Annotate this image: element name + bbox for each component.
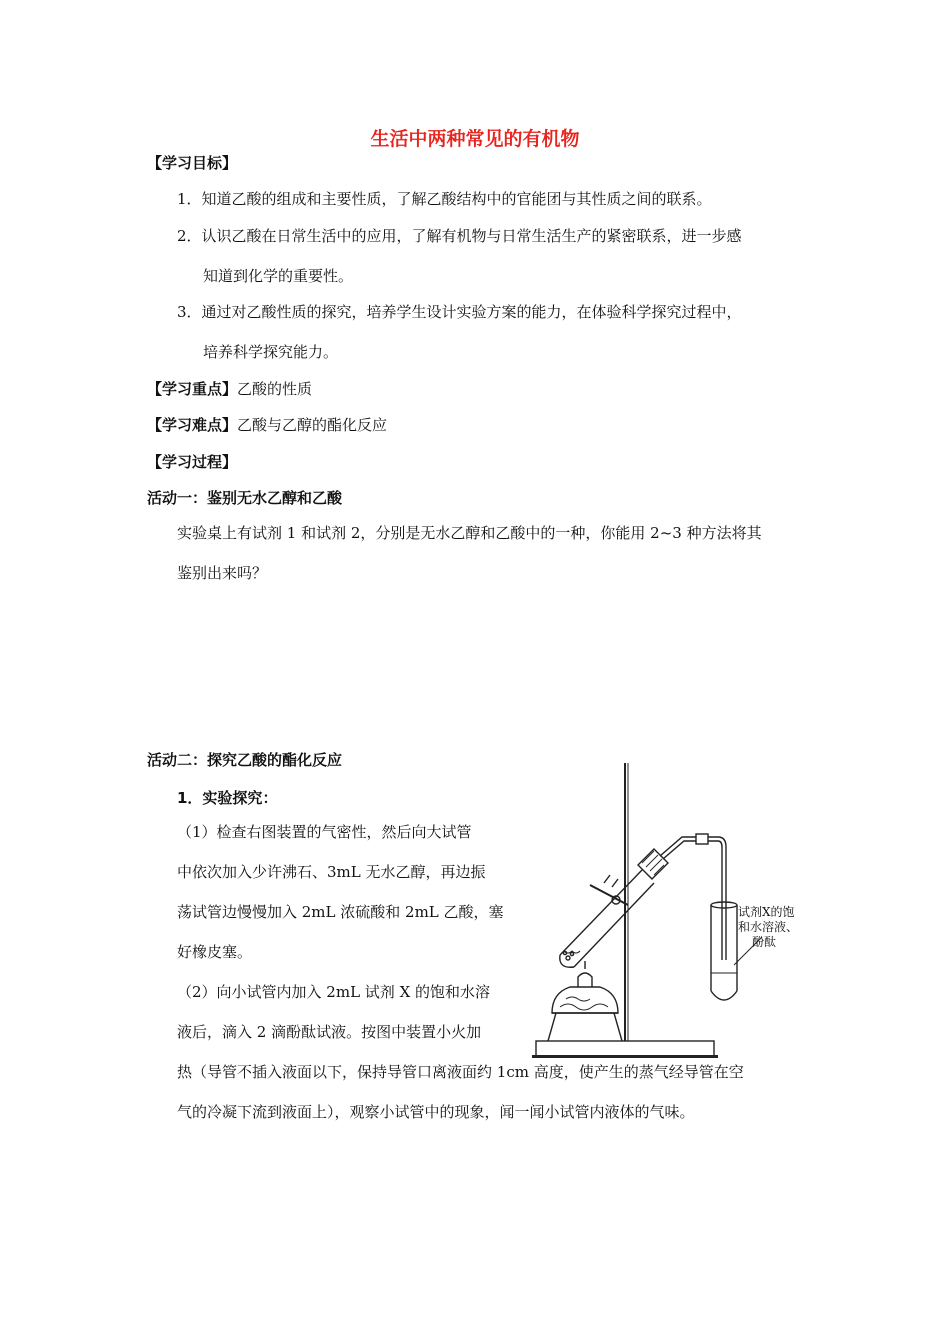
step2-line4: 气的冷凝下流到液面上），观察小试管中的现象，闻一闻小试管内液体的气味。 (177, 1103, 695, 1121)
reagent-label-line2: 和水溶液、 (738, 920, 799, 934)
key-point-text: 乙酸的性质 (237, 380, 313, 398)
step1-line4: 好橡皮塞。 (177, 943, 253, 961)
objective-3-line1: 3．通过对乙酸性质的探究，培养学生设计实验方案的能力，在体验科学探究过程中， (177, 303, 742, 321)
activity2-heading: 活动二：探究乙酸的酯化反应 (147, 751, 343, 769)
page-title: 生活中两种常见的有机物 (370, 128, 580, 150)
step2-line1: （2）向小试管内加入 2mL 试剂 X 的饱和水溶 (177, 983, 491, 1001)
step1-line3: 荡试管边慢慢加入 2mL 浓硫酸和 2mL 乙酸，塞 (177, 903, 504, 921)
water-bath (548, 987, 622, 1041)
key-point-row (147, 379, 312, 399)
large-test-tube (560, 870, 654, 967)
objective-3-line2: 培养科学探究能力。 (203, 343, 339, 361)
step2-line3: 热（导管不插入液面以下，保持导管口离液面约 1cm 高度，使产生的蒸气经导管在空 (177, 1063, 744, 1081)
step1-line1: （1）检查右图装置的气密性，然后向大试管 (177, 823, 472, 841)
objectives-heading: 【学习目标】 (147, 154, 238, 172)
step2-line2: 液后，滴入 2 滴酚酞试液。按图中装置小火加 (177, 1023, 482, 1041)
objective-2-line2: 知道到化学的重要性。 (203, 267, 354, 285)
key-point-label: 【学习重点】 (147, 380, 238, 398)
reagent-label-line3: 酚酞 (752, 935, 777, 949)
difficulty-text: 乙酸与乙醇的酯化反应 (237, 416, 388, 434)
esterification-apparatus-figure (530, 755, 830, 1065)
step1-line2: 中依次加入少许沸石、3mL 无水乙醇，再边振 (177, 863, 486, 881)
process-heading: 【学习过程】 (147, 453, 238, 471)
delivery-tube (660, 834, 726, 960)
activity2-subheading: 1．实验探究： (177, 789, 278, 807)
small-test-tube (711, 902, 737, 1000)
difficulty-row (147, 415, 387, 435)
alcohol-lamp (578, 961, 592, 987)
stand-base (536, 1041, 714, 1057)
difficulty-label: 【学习难点】 (147, 416, 238, 434)
activity1-line2: 鉴别出来吗？ (177, 564, 268, 582)
reagent-label-line1: 试剂X的饱 (738, 905, 795, 919)
activity1-line1: 实验桌上有试剂 1 和试剂 2，分别是无水乙醇和乙酸中的一种，你能用 2~3 种方法将其 (177, 524, 762, 542)
activity1-heading: 活动一：鉴别无水乙醇和乙酸 (147, 489, 343, 507)
objective-2-line1: 2．认识乙酸在日常生活中的应用，了解有机物与日常生活生产的紧密联系，进一步感 (177, 227, 742, 245)
objective-1: 1．知道乙酸的组成和主要性质，了解乙酸结构中的官能团与其性质之间的联系。 (177, 190, 712, 208)
